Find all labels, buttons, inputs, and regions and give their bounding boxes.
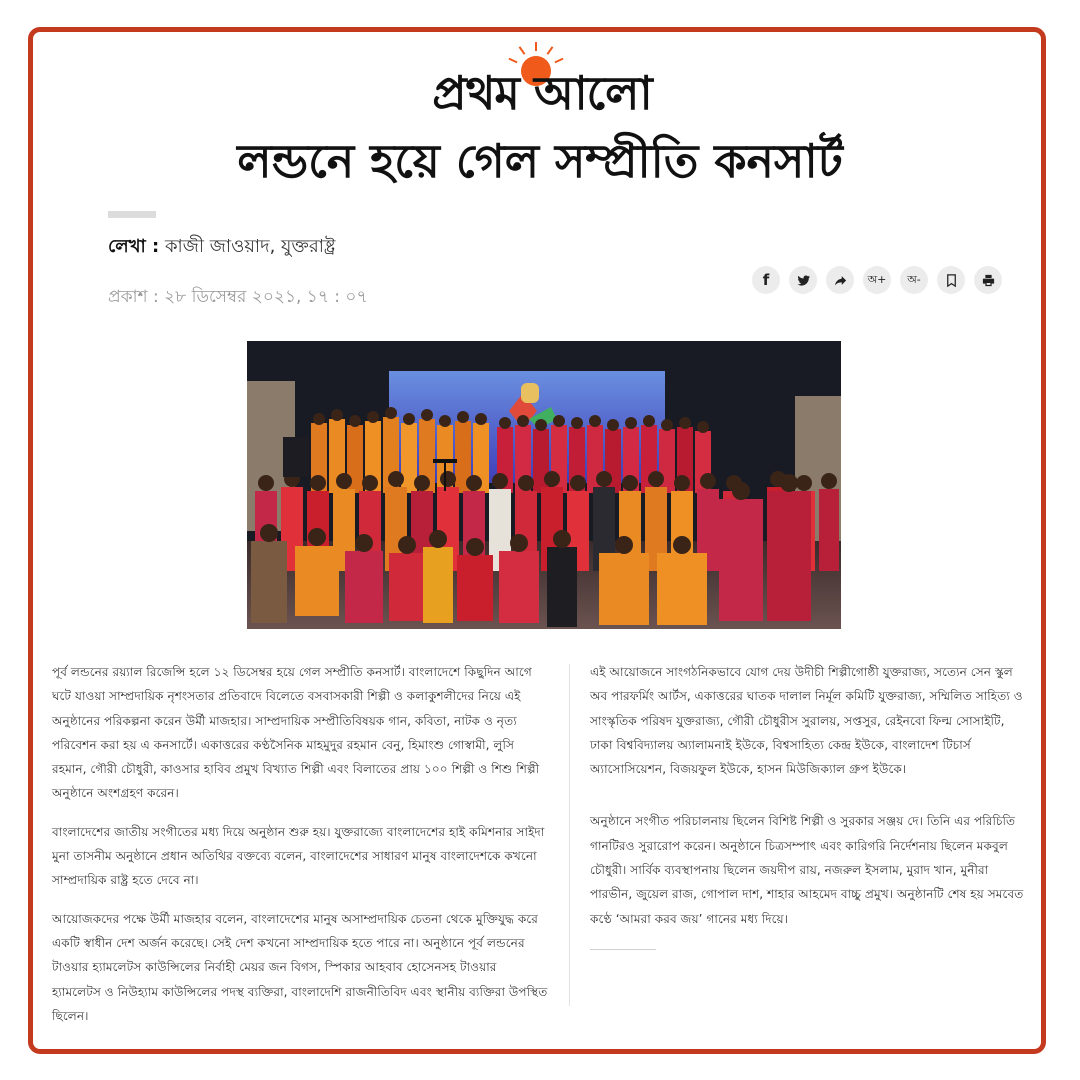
font-decrease-icon[interactable] [900,266,928,294]
article-body-right [590,660,1030,945]
font-decrease-label: অ- [907,272,921,286]
twitter-icon[interactable] [789,266,817,294]
byline [108,232,336,263]
facebook-icon[interactable] [752,266,780,294]
end-rule [590,949,656,950]
article-body-left [52,660,548,1042]
byline-label: লেখা : [108,236,160,257]
sun-ray [535,42,537,51]
paragraph: বাংলাদেশের জাতীয় সংগীতের মধ্য দিয়ে অনুষ্ঠান শুরু হয়। যুক্তরাজ্যে বাংলাদেশের হাই কমিশনার সাইদা মুনা তাসনীম অনুষ্ঠানে প্রধান অতিথির বক্তব্যে বলেন, বাংলাদেশের সাধারণ মানুষ বাংলাদেশকে কখনো সাম্প্রদায়িক রাষ্ট্র হতে দেবে না। [52,824,545,888]
concert-photo-graphic [247,341,841,629]
sun-ray [519,46,526,55]
print-icon[interactable] [974,266,1002,294]
sun-ray [554,58,563,64]
share-arrow-icon[interactable] [826,266,854,294]
paragraph: আয়োজকদের পক্ষে উর্মী মাজহার বলেন, বাংলাদেশের মানুষ অসাম্প্রদায়িক চেতনা থেকে মুক্তিযুদ্ধ করে একটি স্বাধীন দেশ অর্জন করেছে। সেই দেশ কখনো সাম্প্রদায়িক হতে পারে না। অনুষ্ঠানে পূর্ব লন্ডনের টাওয়ার হ্যামলেটস কাউন্সিলের নির্বাহী মেয়র জন বিগস, স্পিকার আহবাব হোসেনসহ টাওয়ার হ্যামলেটস ও নিউহ্যাম কাউন্সিলের পদস্থ ব্যক্তিরা, বাংলাদেশি রাজনীতিবিদ এবং স্থানীয় ব্যক্তিরা উপস্থিত ছিলেন। [52,911,548,1023]
prothom-alo-logo[interactable] [408,42,676,126]
publish-date: প্রকাশ : ২৮ ডিসেম্বর ২০২১, ১৭ : ০৭ [108,287,368,307]
sun-ray [547,46,554,55]
logo-wordmark: প্রথম আলো [432,66,652,120]
font-increase-icon[interactable] [863,266,891,294]
share-toolbar [752,266,1002,294]
article-headline: লন্ডনে হয়ে গেল সম্প্রীতি কনসার্ট [237,134,843,188]
bookmark-icon[interactable] [937,266,965,294]
concert-photo [247,341,841,629]
paragraph: এই আয়োজনে সাংগঠনিকভাবে যোগ দেয় উদীচী শিল্পীগোষ্ঠী যুক্তরাজ্য, সত্যেন সেন স্কুল অব পারফর্মিং আর্টস, একাত্তরের ঘাতক দালাল নির্মূল কমিটি যুক্তরাজ্য, সম্মিলিত সাহিত্য ও সাংস্কৃতিক পরিষদ যুক্তরাজ্য, গৌরী চৌধুরীস সুরালয়, সপ্তসুর, রেইনবো ফিল্ম সোসাইটি, ঢাকা বিশ্ববিদ্যালয় অ্যালামনাই ইউকে, বিশ্বসাহিত্য কেন্দ্র ইউকে, বাংলাদেশ টিচার্স অ্যাসোসিয়েশন, বিজয়ফুল ইউকে, হাসন মিউজিক্যাল গ্রুপ ইউকে। [590,665,1023,777]
facebook-label: f [762,271,770,289]
sun-ray [508,58,517,64]
byline-author[interactable]: কাজী জাওয়াদ, যুক্তরাষ্ট্র [164,236,336,257]
column-divider [569,664,570,1006]
paragraph: অনুষ্ঠানে সংগীত পরিচালনায় ছিলেন বিশিষ্ট শিল্পী ও সুরকার সঞ্জয় দে। তিনি এর পরিচিতি গানটিরও সুরারোপ করেন। অনুষ্ঠানে চিত্রসম্পাৎ এবং কারিগরি নির্দেশনায় ছিলেন মকবুল চৌধুরী। সার্বিক ব্যবস্থাপনায় ছিলেন জয়দীপ রায়, নজরুল ইসলাম, মুরাদ খান, মুনীরা পারভীন, জুয়েল রাজ, গোপাল দাশ, শাহার আহমেদ বাচ্চু প্রমুখ। অনুষ্ঠানটি শেষ হয় সমবেত কণ্ঠে ‘আমরা করব জয়’ গানের মধ্য দিয়ে। [590,814,1024,926]
font-increase-label: অ+ [867,272,887,286]
paragraph: পূর্ব লন্ডনের রয়্যাল রিজেন্সি হলে ১২ ডিসেম্বর হয়ে গেল সম্প্রীতি কনসার্ট। বাংলাদেশে কিছুদিন আগে ঘটে যাওয়া সাম্প্রদায়িক নৃশংসতার প্রতিবাদে বিলেতে বসবাসকারী শিল্পী ও কলাকুশলীদের নিয়ে এই অনুষ্ঠানের পরিকল্পনা করেন উর্মী মাজহার। সাম্প্রদায়িক সম্প্রীতিবিষয়ক গান, কবিতা, নাটক ও নৃত্য পরিবেশন করা হয় এ কনসার্টে। একাত্তরের কণ্ঠসৈনিক মাহমুদুর রহমান বেনু, হিমাংশু গোস্বামী, লুসি রহমান, গৌরী চৌধুরী, কাওসার হাবিব প্রমুখ বিখ্যাত শিল্পী এবং বিলাতের প্রায় ১০০ শিল্পী ও শিশু শিল্পী অনুষ্ঠানে অংশগ্রহণ করেন। [52,665,540,801]
section-marker [108,211,156,218]
